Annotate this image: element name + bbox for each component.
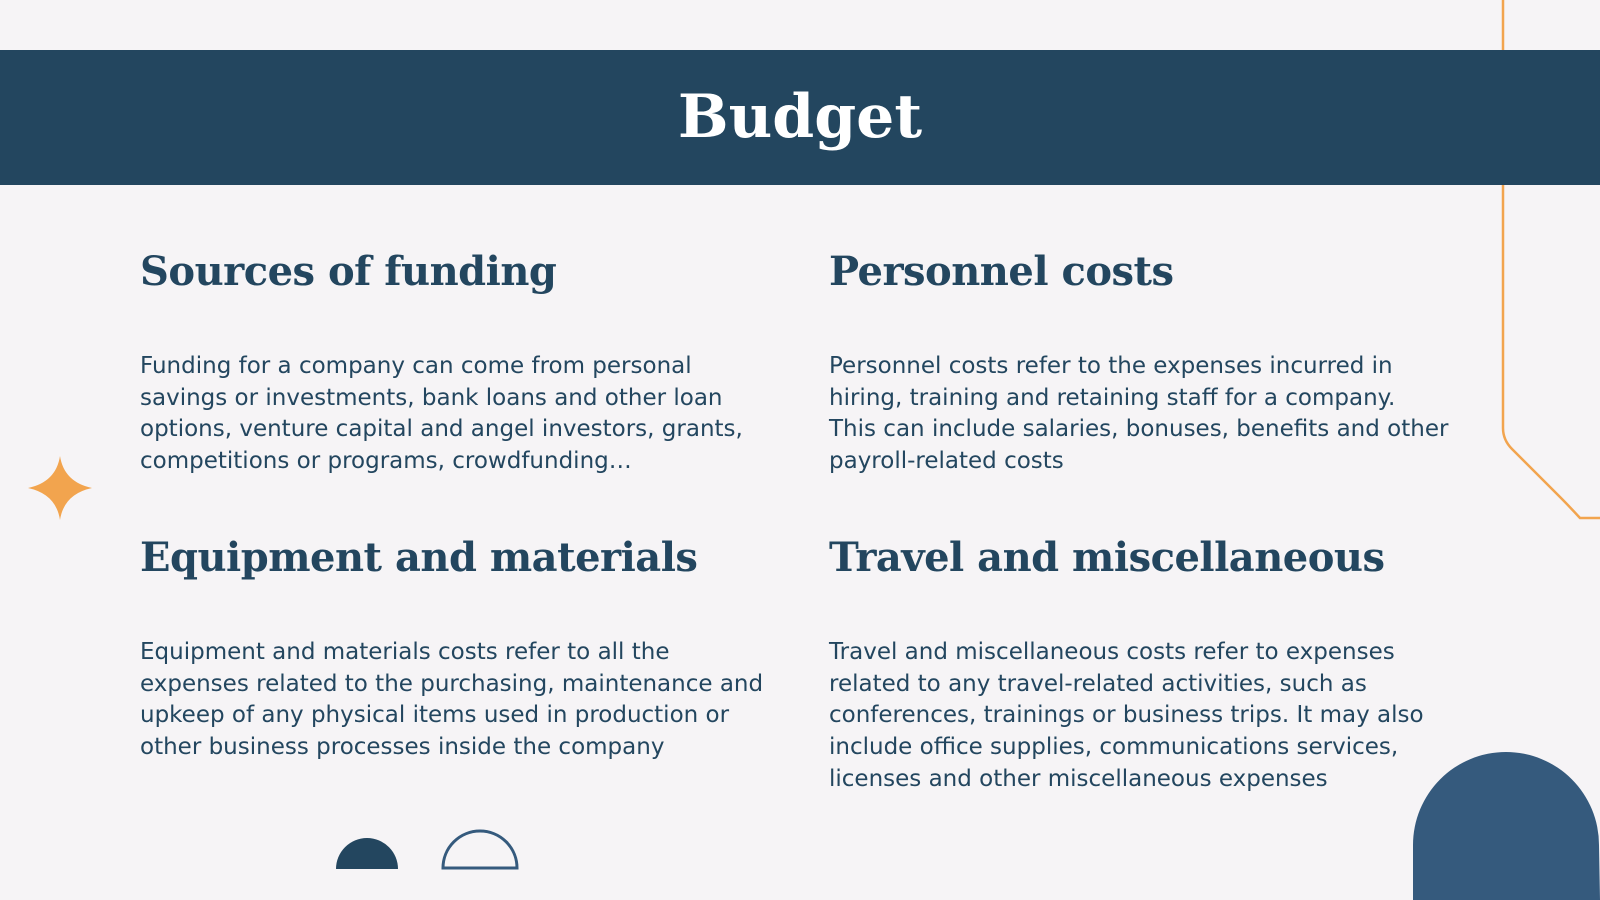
body-equipment-and-materials: Equipment and materials costs refer to all the expenses related to the purchasing, maintenance and upkeep of any physical items used in production or other business processes inside the company — [140, 639, 764, 761]
body-travel-and-miscellaneous: Travel and miscellaneous costs refer to expenses related to any travel-related activities, such as conferences, trainings or business trips. It may also include office supplies, communications services, licenses and other miscellaneous expenses — [829, 639, 1424, 792]
heading-personnel-costs: Personnel costs — [829, 248, 1174, 295]
slide-title: Budget — [677, 82, 923, 152]
body-sources-of-funding: Funding for a company can come from personal savings or investments, bank loans and other loan options, venture capital and angel investors, grants, competitions or programs, crowdfunding… — [140, 353, 743, 475]
body-personnel-costs: Personnel costs refer to the expenses incurred in hiring, training and retaining staff for a company. This can include salaries, bonuses, benefits and other payroll-related costs — [829, 353, 1449, 475]
half-circle-filled-icon — [336, 836, 398, 870]
heading-travel-and-miscellaneous: Travel and miscellaneous — [829, 534, 1385, 581]
heading-sources-of-funding: Sources of funding — [140, 248, 557, 295]
half-circle-outline-icon — [441, 828, 519, 870]
arch-shape — [1413, 752, 1600, 900]
heading-equipment-and-materials: Equipment and materials — [140, 534, 698, 581]
four-point-star-icon — [28, 456, 92, 520]
